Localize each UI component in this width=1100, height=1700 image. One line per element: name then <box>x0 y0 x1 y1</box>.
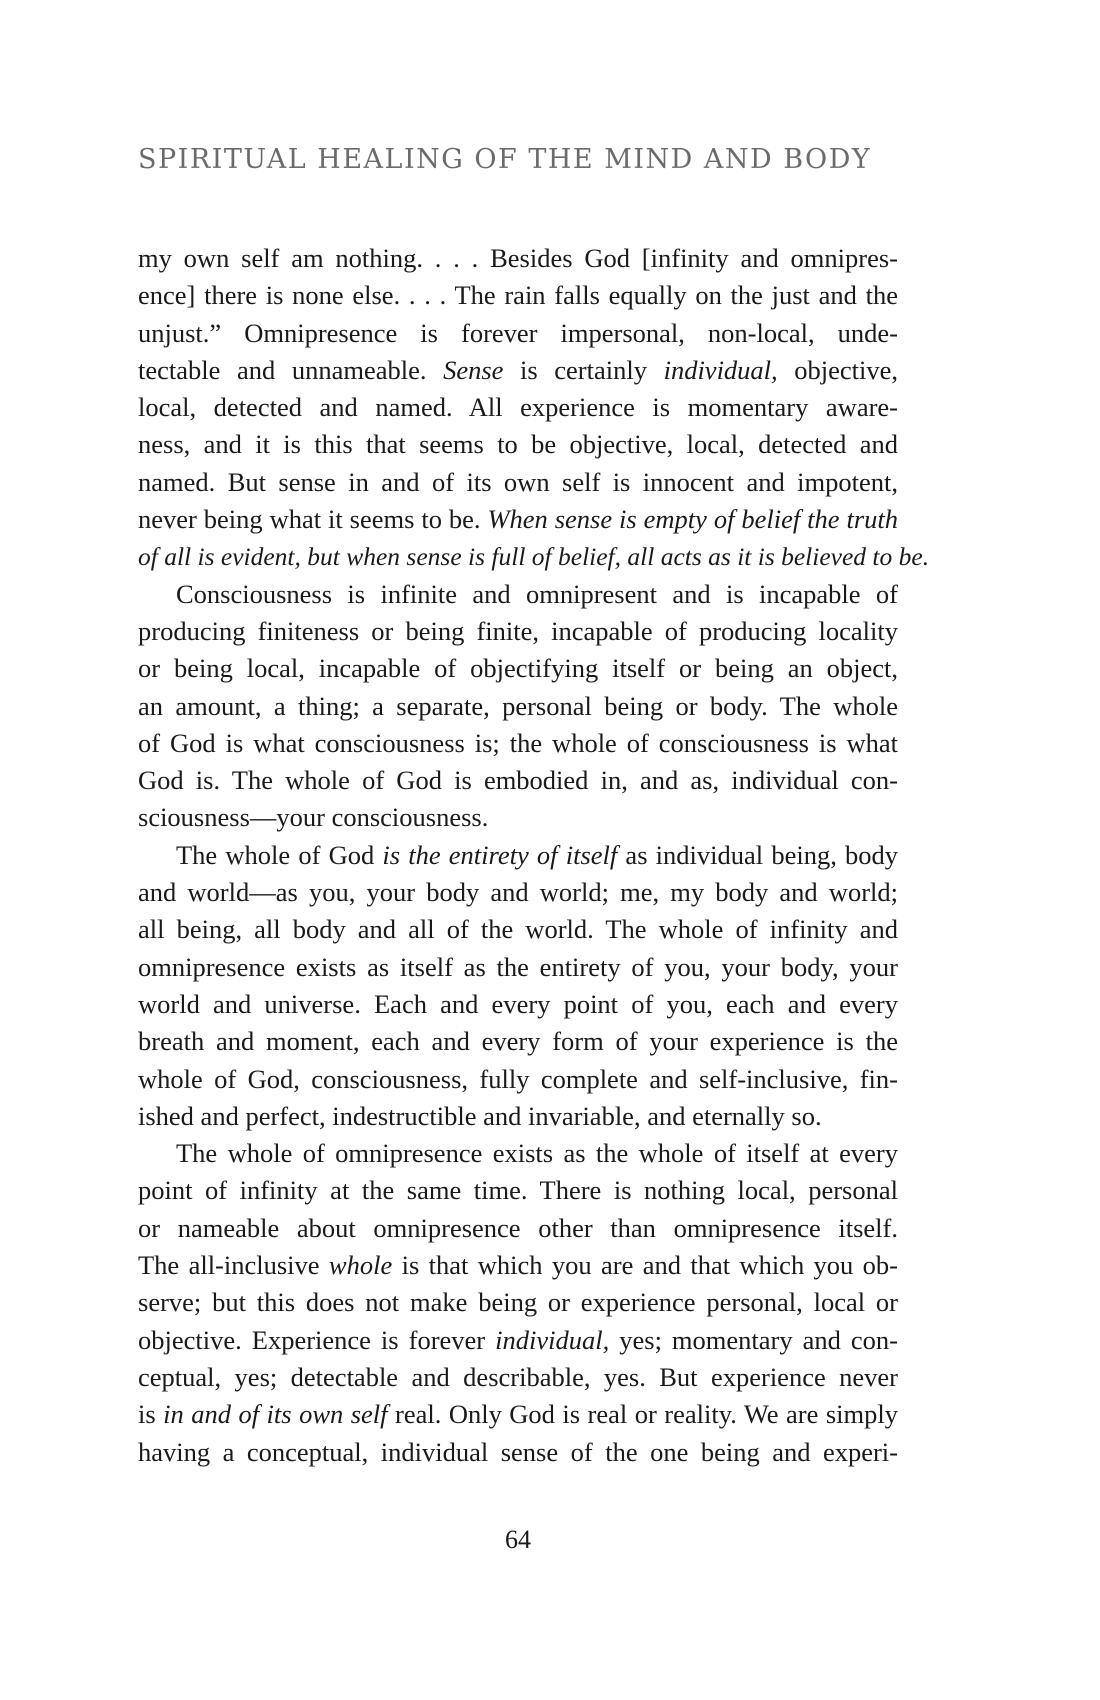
text-run: omnipresence exists as itself as the entirety of you, your body, your <box>138 951 898 982</box>
text-line <box>138 277 898 314</box>
text-run: never being what it seems to be. <box>138 504 488 535</box>
text-line <box>138 986 898 1023</box>
text-line <box>138 911 898 948</box>
text-run: objective, <box>777 354 899 385</box>
text-line <box>138 352 898 389</box>
text-run: ness, and it is this that seems to be objective, local, detected and <box>138 429 898 460</box>
paragraph-first-line <box>138 576 898 613</box>
text-line <box>138 1172 898 1209</box>
text-line <box>138 874 898 911</box>
text-run: The whole of God <box>176 839 383 870</box>
text-run: yes; momentary and con- <box>609 1324 898 1355</box>
text-run: is certainly <box>503 354 664 385</box>
text-run: real. Only God is real or reality. We are simply <box>387 1399 898 1430</box>
text-run: ished and perfect, indestructible and invariable, and eternally so. <box>138 1100 822 1131</box>
text-line <box>138 538 930 575</box>
italic-text: is the entirety of itself <box>382 839 618 870</box>
text-line <box>138 464 898 501</box>
text-run: breath and moment, each and every form of your experience is the <box>138 1026 898 1057</box>
text-line <box>138 799 898 836</box>
text-run: The all-inclusive <box>138 1250 329 1281</box>
italic-text: whole <box>328 1250 393 1281</box>
text-run: God is. The whole of God is embodied in, and as, individual con- <box>138 765 898 796</box>
text-run: The whole of omnipresence exists as the whole of itself at every <box>176 1138 898 1169</box>
text-line <box>138 1247 898 1284</box>
italic-text: in and of its own self <box>163 1399 388 1430</box>
text-run: and world—as you, your body and world; me, my body and world; <box>138 877 898 908</box>
text-run: point of infinity at the same time. There is nothing local, personal <box>138 1175 898 1206</box>
text-line <box>138 725 898 762</box>
text-run: unjust.” Omnipresence is forever impersonal, non-local, unde- <box>138 317 898 348</box>
italic-text: Sense <box>443 354 504 385</box>
text-line <box>138 426 898 463</box>
text-run: is <box>138 1399 164 1430</box>
text-line <box>138 1396 898 1433</box>
text-run: serve; but this does not make being or experience personal, local or <box>138 1287 898 1318</box>
italic-text: of all is evident, but when sense is full of belief, all acts as it is believed to be. <box>138 542 930 572</box>
text-run: sciousness—your consciousness. <box>138 802 489 833</box>
text-line <box>138 1284 898 1321</box>
text-run: an amount, a thing; a separate, personal being or body. The whole <box>138 690 898 721</box>
paragraph-first-line <box>138 837 898 874</box>
text-run: of God is what consciousness is; the whole of consciousness is what <box>138 727 898 758</box>
text-line <box>138 1322 898 1359</box>
text-run: is that which you are and that which you ob- <box>392 1250 899 1281</box>
text-line <box>138 1434 898 1471</box>
text-line <box>138 501 898 538</box>
text-run: producing finiteness or being finite, incapable of producing locality <box>138 615 898 646</box>
text-run: having a conceptual, individual sense of the one being and experi- <box>138 1436 898 1467</box>
text-line <box>138 949 898 986</box>
paragraph-first-line <box>138 1135 898 1172</box>
text-line <box>138 762 898 799</box>
text-run: or nameable about omnipresence other than omnipresence itself. <box>138 1212 898 1243</box>
text-run: world and universe. Each and every point of you, each and every <box>138 988 898 1019</box>
text-run: ceptual, yes; detectable and describable, yes. But experience never <box>138 1361 898 1392</box>
text-line <box>138 650 898 687</box>
text-line <box>138 389 898 426</box>
text-line <box>138 1359 898 1396</box>
text-run: ence] there is none else. . . . The rain falls equally on the just and the <box>138 280 898 311</box>
running-head: SPIRITUAL HEALING OF THE MIND AND BODY <box>138 144 872 175</box>
text-run: tectable and unnameable. <box>138 354 444 385</box>
text-run: or being local, incapable of objectifying itself or being an object, <box>138 653 898 684</box>
text-line <box>138 1061 898 1098</box>
text-line <box>138 1210 898 1247</box>
italic-text: When sense is empty of belief the truth <box>487 504 898 535</box>
text-run: objective. Experience is forever <box>138 1324 496 1355</box>
text-line <box>138 240 898 277</box>
text-run: as individual being, body <box>617 839 898 870</box>
text-run: named. But sense in and of its own self is innocent and impotent, <box>138 466 898 497</box>
text-run: my own self am nothing. . . . Besides God [infinity and omnipres- <box>138 243 898 273</box>
text-run: local, detected and named. All experience is momentary aware- <box>138 392 898 423</box>
text-run: whole of God, consciousness, fully complete and self-inclusive, fin- <box>138 1063 898 1094</box>
text-run: Consciousness is infinite and omnipresent and is incapable of <box>176 578 898 609</box>
page-number: 64 <box>505 1525 531 1554</box>
text-line <box>138 1098 898 1135</box>
text-line <box>138 613 898 650</box>
text-line <box>138 315 898 352</box>
text-run: all being, all body and all of the world. The whole of infinity and <box>138 914 898 945</box>
italic-text: individual, <box>495 1324 610 1355</box>
italic-text: individual, <box>663 354 778 385</box>
text-line <box>138 688 898 725</box>
text-line <box>138 1023 898 1060</box>
body-text <box>138 240 930 1471</box>
